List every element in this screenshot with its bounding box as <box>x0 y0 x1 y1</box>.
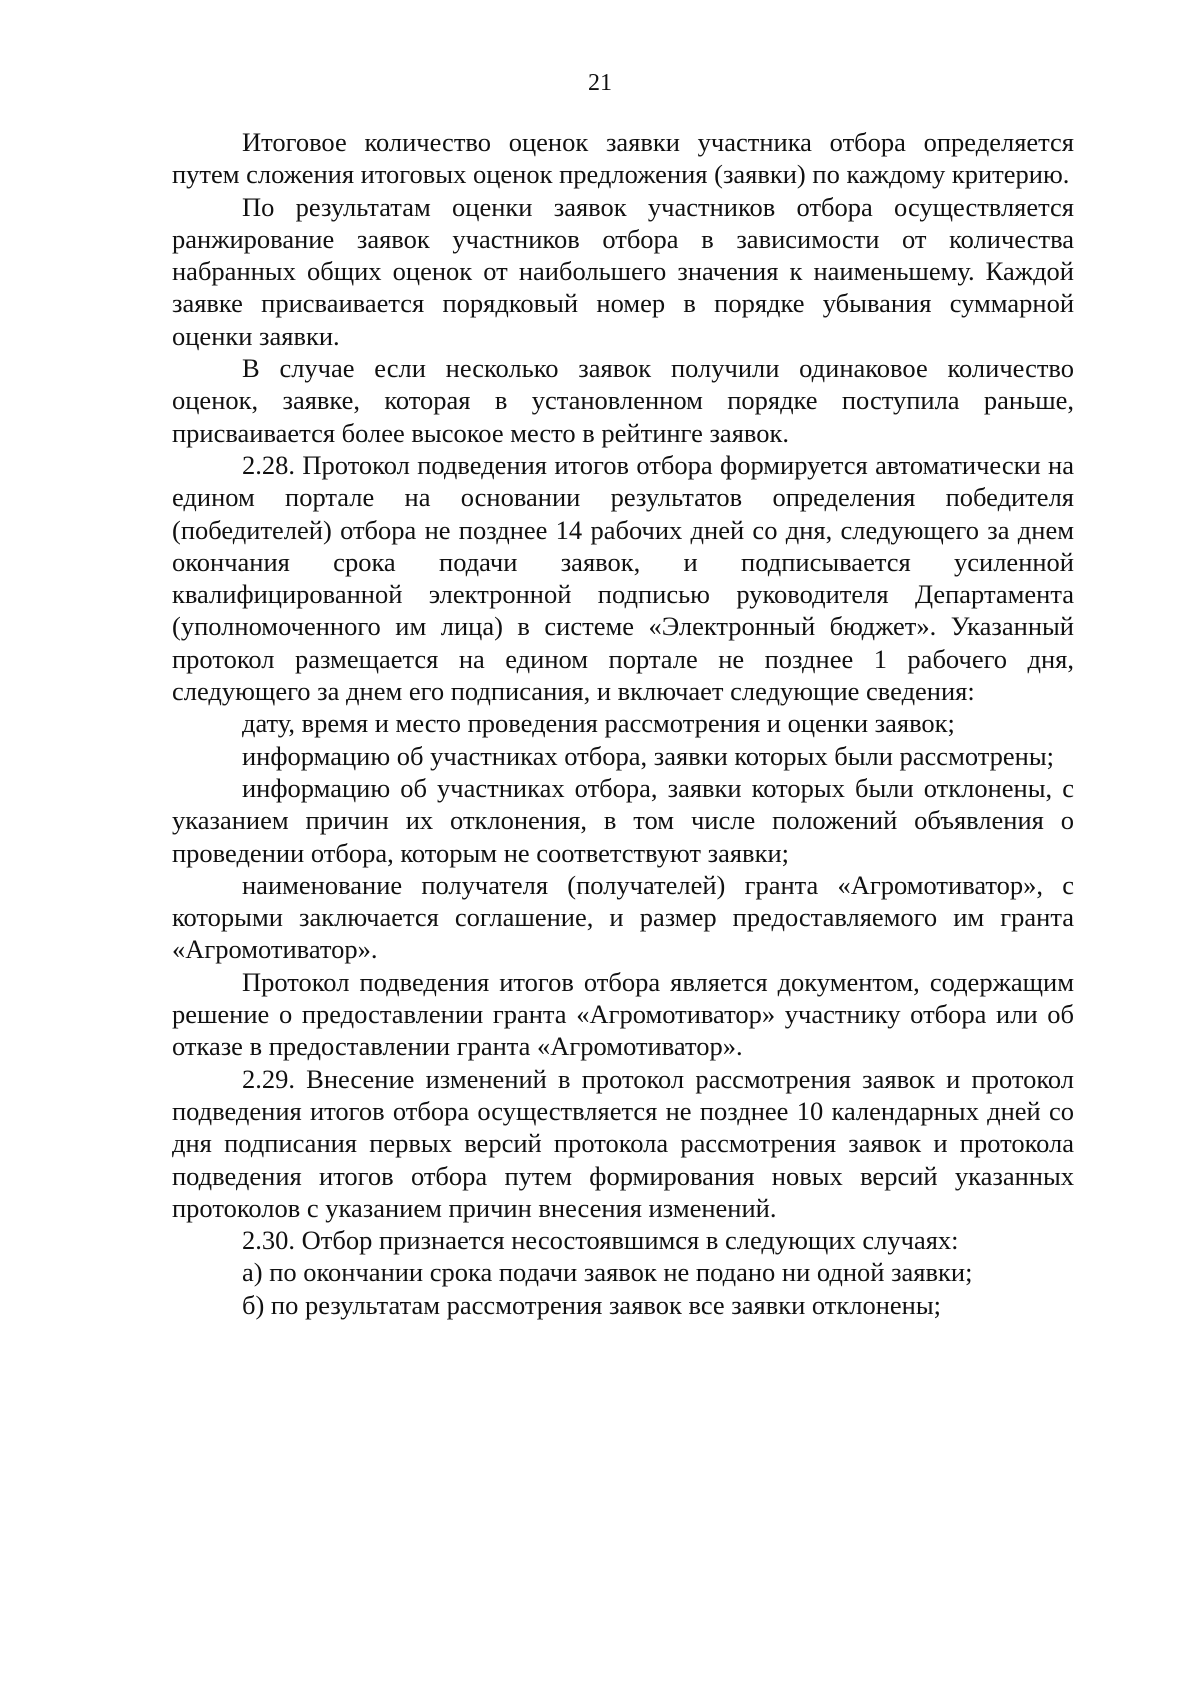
page-number: 21 <box>588 70 612 96</box>
list-item-rejected-participants: информацию об участниках отбора, заявки которых были отклонены, с указанием причин их отклонения, в том числе положений объявления о проведении отбора, которым не соответствуют заявки; <box>172 772 1074 868</box>
document-body <box>172 126 1074 1321</box>
paragraph-2-29-amendments: 2.29. Внесение изменений в протокол рассмотрения заявок и протокол подведения итогов отбора осуществляется не позднее 10 календарных дней со дня подписания первых версий протокола рассмотрения заявок и протокола подведения итогов отбора путем формирования новых версий указанных протоколов с указанием причин внесения изменений. <box>172 1063 1074 1223</box>
paragraph-2-28-protocol: 2.28. Протокол подведения итогов отбора формируется автоматически на едином портале на основании результатов определения победителя (победителей) отбора не позднее 14 рабочих дней со дня, следующего за днем окончания срока подачи заявок, и подписывается усиленной квалифицированной электронной подписью руководителя Департамента (уполномоченного им лица) в системе «Электронный бюджет». Указанный протокол размещается на едином портале не позднее 1 рабочего дня, следующего за днем его подписания, и включает следующие сведения: <box>172 449 1074 707</box>
list-item-case-b: б) по результатам рассмотрения заявок все заявки отклонены; <box>242 1289 942 1320</box>
paragraph-ranking: По результатам оценки заявок участников отбора осуществляется ранжирование заявок участников отбора в зависимости от количества набранных общих оценок от наибольшего значения к наименьшему. Каждой заявке присваивается порядковый номер в порядке убывания суммарной оценки заявки. <box>172 191 1074 351</box>
list-item-grant-recipients: наименование получателя (получателей) гранта «Агромотиватор», с которыми заключается соглашение, и размер предоставляемого им гранта «Агромотиватор». <box>172 869 1074 965</box>
list-item-date-time-place: дату, время и место проведения рассмотрения и оценки заявок; <box>242 708 955 739</box>
paragraph-2-30-failed-selection: 2.30. Отбор признается несостоявшимся в следующих случаях: <box>242 1225 959 1256</box>
paragraph-total-score: Итоговое количество оценок заявки участника отбора определяется путем сложения итоговых оценок предложения (заявки) по каждому критерию. <box>172 127 1074 190</box>
list-item-case-a: а) по окончании срока подачи заявок не подано ни одной заявки; <box>242 1257 973 1288</box>
paragraph-protocol-decision: Протокол подведения итогов отбора является документом, содержащим решение о предоставлении гранта «Агромотиватор» участнику отбора или об отказе в предоставлении гранта «Агромотиватор». <box>172 966 1074 1062</box>
paragraph-equal-scores: В случае если несколько заявок получили одинаковое количество оценок, заявке, которая в установленном порядке поступила раньше, присваивается более высокое место в рейтинге заявок. <box>172 353 1074 448</box>
list-item-reviewed-participants: информацию об участниках отбора, заявки которых были рассмотрены; <box>242 740 1055 771</box>
